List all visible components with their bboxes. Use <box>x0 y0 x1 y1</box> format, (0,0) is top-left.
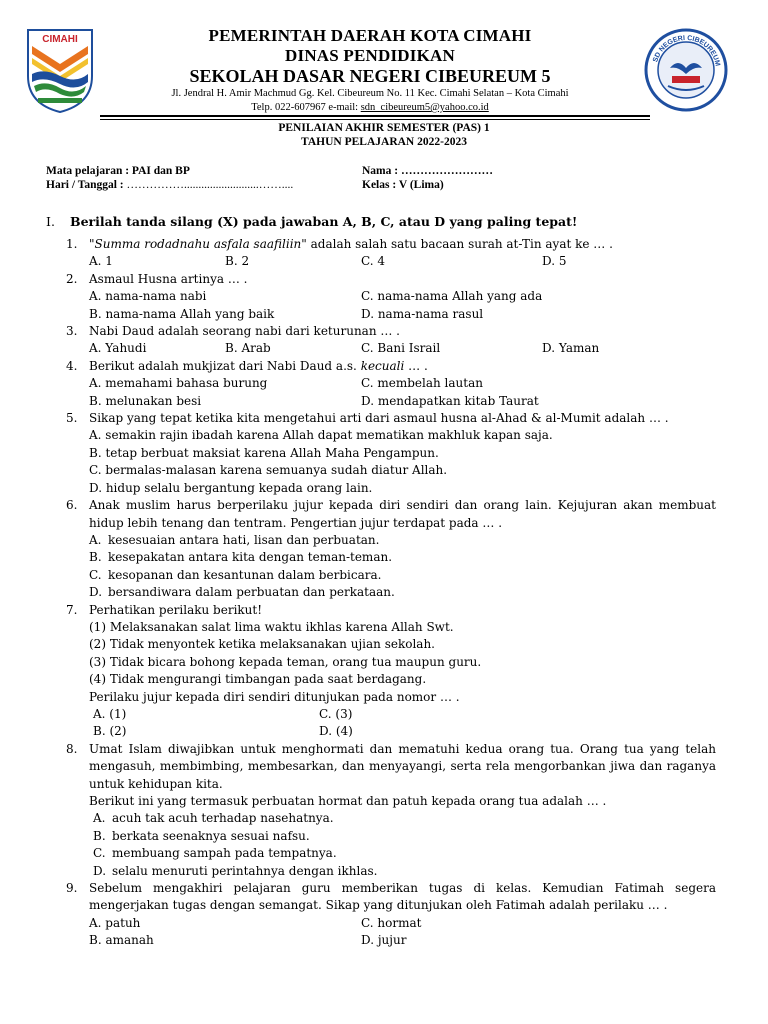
section-instruction: I. Berilah tanda silang (X) pada jawaban A, B, C, atau D yang paling tepat! <box>46 214 578 229</box>
option-c: C. kesopanan dan kesantunan dalam berbicara. <box>89 567 382 582</box>
option-b: B. 2 <box>225 254 250 269</box>
option-a: A. kesesuaian antara hati, lisan dan perbuatan. <box>89 532 380 547</box>
option-b: B. berkata seenaknya sesuai nafsu. <box>93 828 310 843</box>
logo-text: CIMAHI <box>42 34 78 45</box>
option-d: D. nama-nama rasul <box>361 306 484 321</box>
statement-1: (1) Melaksanakan salat lima waktu ikhlas karena Allah Swt. <box>89 619 454 634</box>
questions <box>66 236 716 950</box>
option-a: A. (1) <box>93 706 127 721</box>
class-field: Kelas : V (Lima) <box>362 179 444 191</box>
letterhead-rule-thin <box>100 119 650 120</box>
student-name-field: Nama : …………………… <box>362 165 493 177</box>
option-d: D. jujur <box>361 933 407 948</box>
options-1 <box>66 253 716 270</box>
question-7-prompt: Perilaku jujur kepada diri sendiri ditunjukan pada nomor … . <box>89 689 460 704</box>
option-d: D. bersandiwara dalam perbuatan dan perkataan. <box>89 585 395 600</box>
question-6: 6. Anak muslim harus berperilaku jujur kepada diri sendiri dan orang lain. Kejujuran akan membuat hidup lebih tenang dan tentram. Pengertian jujur terdapat pada … . <box>66 498 716 530</box>
department-title: DINAS PENDIDIKAN <box>285 46 455 65</box>
option-b: B. melunakan besi <box>89 393 202 408</box>
option-d: D. mendapatkan kitab Taurat <box>361 393 539 408</box>
question-5: 5. Sikap yang tepat ketika kita mengetahui arti dari asmaul husna al-Ahad & al-Mumit adalah … . <box>66 411 669 426</box>
option-c: C. bermalas-malasan karena semuanya sudah diatur Allah. <box>89 463 448 478</box>
option-c: C. hormat <box>361 915 422 930</box>
option-c: C. (3) <box>319 706 353 721</box>
question-1: 1. "Summa rodadnahu asfala saafiliin" adalah salah satu bacaan surah at-Tin ayat ke … . <box>66 237 613 251</box>
option-b: B. amanah <box>89 933 154 948</box>
option-a: A. Yahudi <box>89 341 147 356</box>
option-b: B. kesepakatan antara kita dengan teman-teman. <box>89 550 393 565</box>
option-d: D. (4) <box>319 724 353 739</box>
exam-year: TAHUN PELAJARAN 2022-2023 <box>301 136 467 148</box>
school-title: SEKOLAH DASAR NEGERI CIBEUREUM 5 <box>189 66 551 86</box>
option-a: A. acuh tak acuh terhadap nasehatnya. <box>93 811 334 826</box>
date-field: Hari / Tanggal : ……………..........................…….... <box>46 179 294 191</box>
question-8: 8. Umat Islam diwajibkan untuk menghormati dan mematuhi kedua orang tua. Orang tua yang telah mengasuh, membimbing, membesarkan, dan menyayangi, serta rela mengorbankan jiwa dan raganya untuk kehidupan kita. <box>66 741 716 791</box>
question-9: 9. Sebelum mengakhiri pelajaran guru memberikan tugas di kelas. Kemudian Fatimah segera mengerjakan tugas dengan semangat. Sikap yang ditunjukan oleh Fatimah adalah perilaku … . <box>66 881 716 913</box>
exam-title-block <box>0 121 768 149</box>
question-4: 4. Berikut adalah mukjizat dari Nabi Daud a.s. kecuali … . <box>66 358 428 373</box>
option-b: B. (2) <box>93 724 127 739</box>
option-c: C. nama-nama Allah yang ada <box>361 289 543 304</box>
option-c: C. membuang sampah pada tempatnya. <box>93 846 337 861</box>
option-a: A. memahami bahasa burung <box>89 376 268 391</box>
option-d: D. hidup selalu bergantung kepada orang lain. <box>89 480 373 495</box>
option-d: D. Yaman <box>542 341 600 356</box>
school-address: Jl. Jendral H. Amir Machmud Gg. Kel. Cibeureum No. 11 Kec. Cimahi Selatan – Kota Cimahi <box>171 88 569 99</box>
question-2: 2. Asmaul Husna artinya … . <box>66 271 248 286</box>
option-c: C. Bani Israil <box>361 341 441 356</box>
question-7: 7. Perhatikan perilaku berikut! <box>66 602 263 617</box>
option-a: A. semakin rajin ibadah karena Allah dapat mematikan makhluk kapan saja. <box>89 428 553 443</box>
letterhead <box>110 26 630 115</box>
statement-3: (3) Tidak bicara bohong kepada teman, orang tua maupun guru. <box>89 654 482 669</box>
option-a: A. patuh <box>89 915 141 930</box>
svg-text:SD NEGERI CIBEUREUM 5: SD NEGERI CIBEUREUM <box>652 34 721 67</box>
option-a: A. 1 <box>89 254 113 269</box>
school-contact: Telp. 022-607967 e-mail: sdn_cibeureum5@yahoo.co.id <box>251 102 489 113</box>
school-email[interactable]: sdn_cibeureum5@yahoo.co.id <box>360 102 489 113</box>
option-a: A. nama-nama nabi <box>89 289 207 304</box>
exam-title: PENILAIAN AKHIR SEMESTER (PAS) 1 <box>278 122 490 134</box>
option-b: B. Arab <box>225 341 271 356</box>
subject-field: Mata pelajaran : PAI dan BP <box>46 165 190 177</box>
letterhead-rule-thick <box>100 115 650 117</box>
option-b: B. tetap berbuat maksiat karena Allah Maha Pengampun. <box>89 445 439 460</box>
option-c: C. 4 <box>361 254 386 269</box>
question-3: 3. Nabi Daud adalah seorang nabi dari keturunan … . <box>66 324 400 339</box>
government-title: PEMERINTAH DAERAH KOTA CIMAHI <box>208 26 532 45</box>
statement-2: (2) Tidak menyontek ketika melaksanakan ujian sekolah. <box>89 637 435 652</box>
option-c: C. membelah lautan <box>361 376 483 391</box>
option-b: B. nama-nama Allah yang baik <box>89 306 275 321</box>
question-8-prompt: Berikut ini yang termasuk perbuatan hormat dan patuh kepada orang tua adalah … . <box>89 794 607 808</box>
option-d: D. 5 <box>542 254 567 269</box>
school-seal <box>644 28 728 112</box>
cimahi-logo <box>24 24 96 114</box>
option-d: D. selalu menuruti perintahnya dengan ikhlas. <box>93 863 378 878</box>
statement-4: (4) Tidak mengurangi timbangan pada saat berdagang. <box>89 672 427 687</box>
